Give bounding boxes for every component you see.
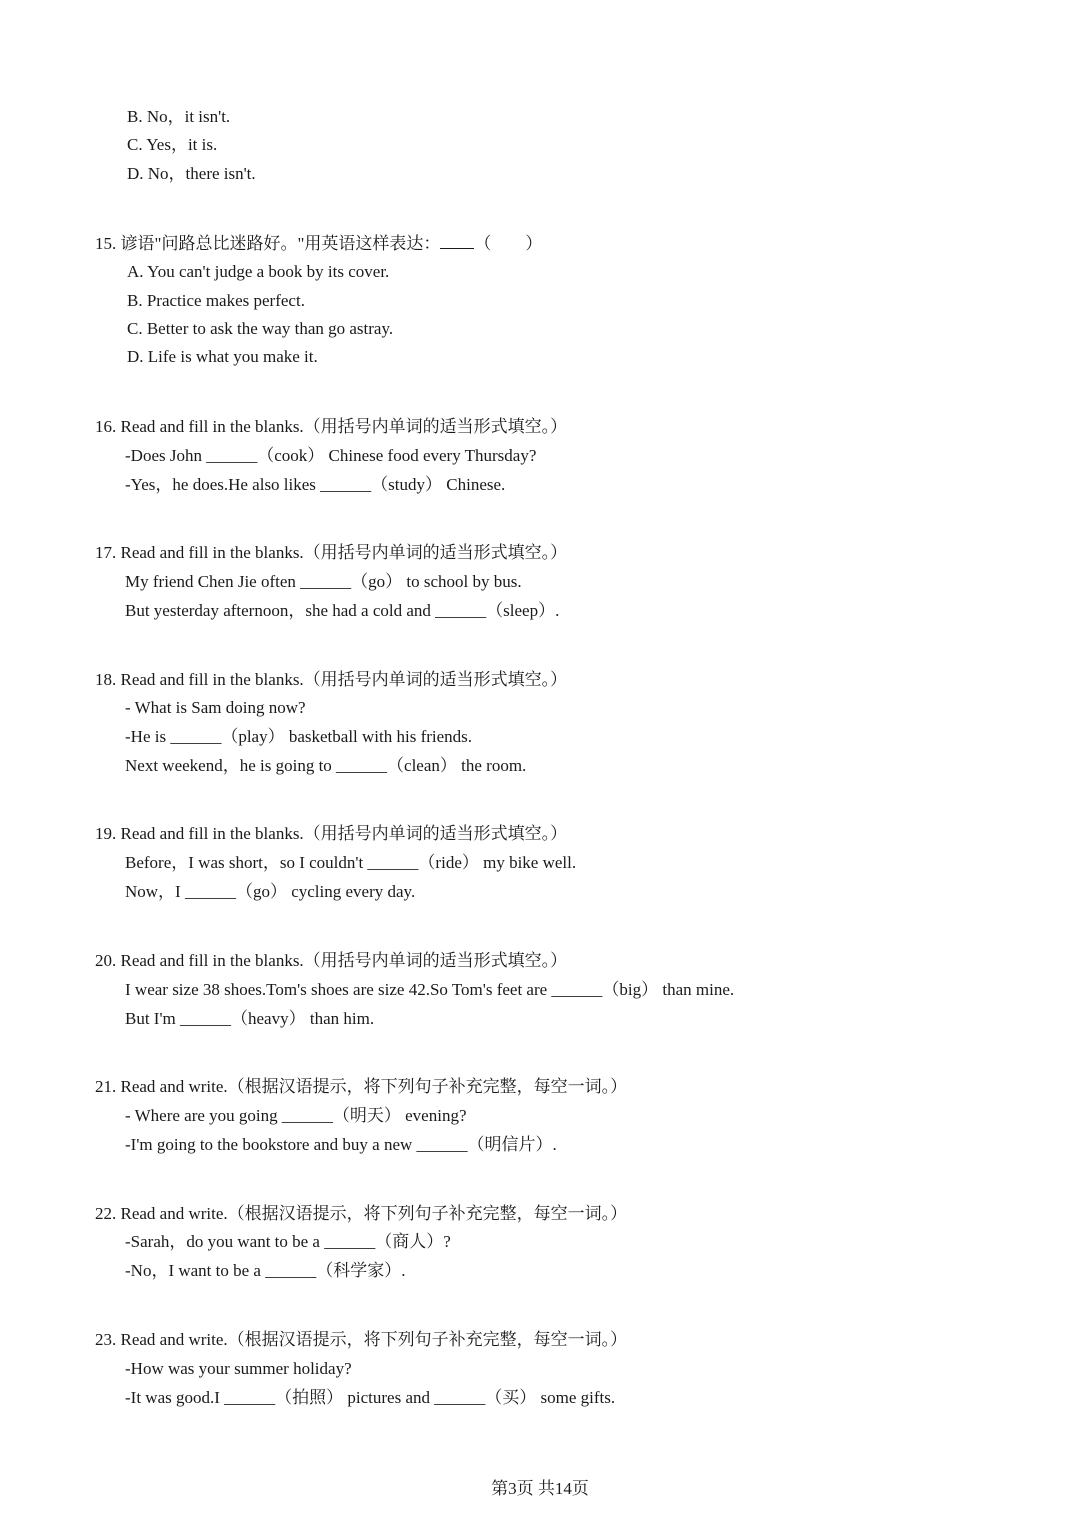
q14-option-b: B. No，it isn't. [127,107,231,126]
q18-line-1: - What is Sam doing now? [125,698,306,717]
q21-line-1: - Where are you going ______（明天） evening? [125,1106,467,1125]
q18-line-3: Next weekend，he is going to ______（clean） the room. [125,756,527,775]
q22-line-2: -No，I want to be a ______（科学家）. [125,1261,406,1280]
q14-option-d: D. No，there isn't. [127,164,256,183]
q19-question: 19. Read and fill in the blanks.（用括号内单词的适当形式填空。） [95,824,568,843]
q22-line-1: -Sarah，do you want to be a ______（商人）? [125,1232,451,1251]
q20-line-1: I wear size 38 shoes.Tom's shoes are size 42.So Tom's feet are ______（big） than mine. [125,980,735,999]
q21-line-2: -I'm going to the bookstore and buy a new ______（明信片）. [125,1135,557,1154]
q16-line-1: -Does John ______（cook） Chinese food every Thursday? [125,446,537,465]
q17-question: 17. Read and fill in the blanks.（用括号内单词的适当形式填空。） [95,543,568,562]
q17-line-2: But yesterday afternoon，she had a cold and ______（sleep）. [125,601,560,620]
q15-answer-blank[interactable] [440,232,474,249]
q15-option-a: A. You can't judge a book by its cover. [127,262,390,281]
q20-question: 20. Read and fill in the blanks.（用括号内单词的适当形式填空。） [95,951,568,970]
q23-question: 23. Read and write.（根据汉语提示，将下列句子补充完整，每空一词。） [95,1330,628,1349]
q18-question: 18. Read and fill in the blanks.（用括号内单词的适当形式填空。） [95,670,568,689]
page-number-footer: 第3页 共14页 [491,1479,589,1498]
q20-line-2: But I'm ______（heavy） than him. [125,1009,375,1028]
q23-line-1: -How was your summer holiday? [125,1359,352,1378]
q16-line-2: -Yes，he does.He also likes ______（study） Chinese. [125,475,506,494]
q19-line-2: Now，I ______（go） cycling every day. [125,882,416,901]
q17-line-1: My friend Chen Jie often ______（go） to school by bus. [125,572,522,591]
q14-option-c: C. Yes，it is. [127,135,218,154]
q15-option-d: D. Life is what you make it. [127,347,318,366]
q15-question-text: 15. 谚语"问路总比迷路好。"用英语这样表达： [95,234,441,253]
q15-question [95,232,542,255]
q15-option-c: C. Better to ask the way than go astray. [127,319,394,338]
q22-question: 22. Read and write.（根据汉语提示，将下列句子补充完整，每空一词。） [95,1204,628,1223]
q18-line-2: -He is ______（play） basketball with his friends. [125,727,473,746]
q16-question: 16. Read and fill in the blanks.（用括号内单词的适当形式填空。） [95,417,568,436]
q21-question: 21. Read and write.（根据汉语提示，将下列句子补充完整，每空一词。） [95,1077,628,1096]
q23-line-2: -It was good.I ______（拍照） pictures and ______（买） some gifts. [125,1388,616,1407]
q19-line-1: Before，I was short，so I couldn't ______（ride） my bike well. [125,853,577,872]
q15-option-b: B. Practice makes perfect. [127,291,305,310]
q15-answer-bracket: （ ） [474,234,543,253]
